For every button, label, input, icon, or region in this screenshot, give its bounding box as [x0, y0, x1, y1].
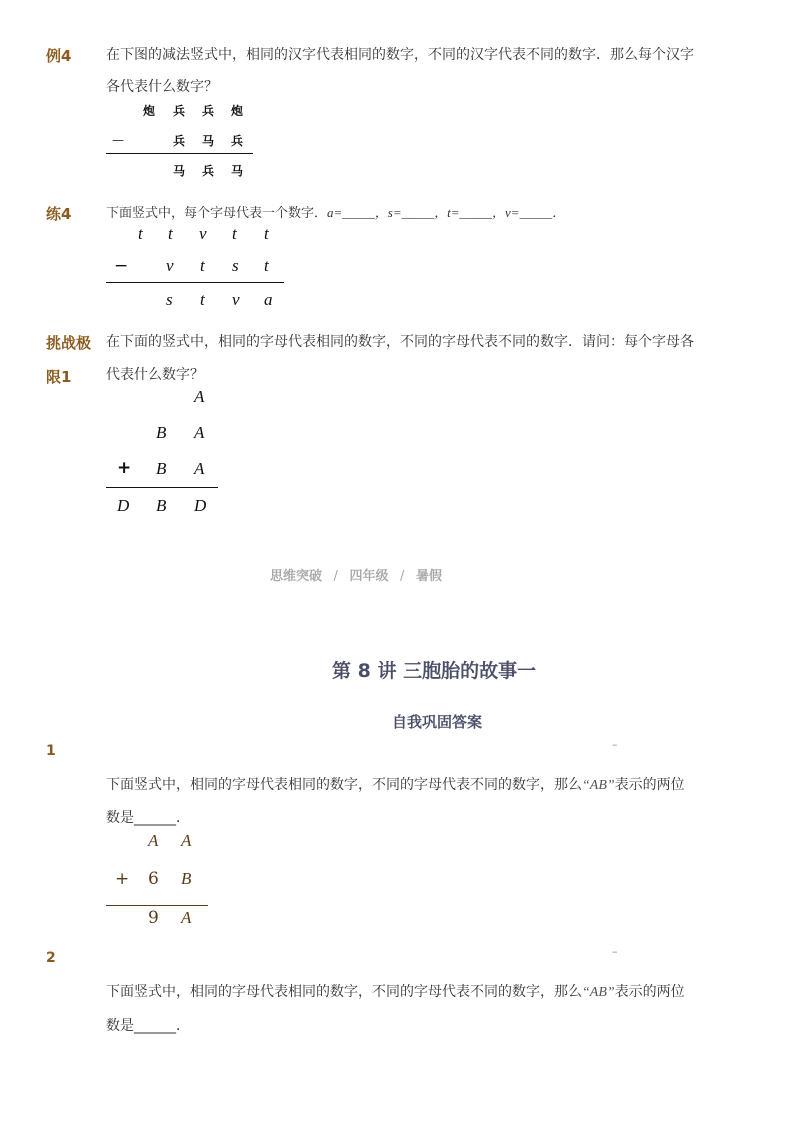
- question-2-text-line1: [106, 982, 685, 1003]
- minus-sign: —: [112, 133, 124, 147]
- answer-line: [106, 282, 284, 283]
- digit-letter: B: [181, 869, 192, 888]
- practice-4-text: [106, 203, 565, 224]
- digit-letter: v: [166, 256, 174, 275]
- challenge-1-text-line1: 在下面的竖式中，相同的字母代表相同的数字，不同的字母代表不同的数字．请问：每个字母各: [106, 334, 694, 350]
- digit-letter: A: [148, 831, 159, 850]
- challenge-1-label-line2: 限1: [46, 368, 72, 386]
- footer-term: 暑假: [415, 569, 442, 584]
- question-1-text-b: 表示的两位: [614, 777, 685, 793]
- blank-a: a=_____，: [327, 205, 388, 220]
- digit-letter: A: [181, 831, 192, 850]
- digit-letter: D: [194, 496, 207, 515]
- answer-line: [106, 153, 253, 154]
- digit-letter: A: [194, 459, 205, 478]
- digit-letter: t: [138, 224, 143, 243]
- practice-4-label: 练4: [46, 205, 72, 223]
- question-2-dash: –: [612, 945, 618, 958]
- blank-s: s=_____，: [387, 205, 448, 220]
- digit-letter: t: [200, 256, 205, 275]
- digit-letter: A: [194, 387, 205, 406]
- practice-4-question: 下面竖式中，每个字母代表一个数字．: [106, 206, 328, 221]
- answer-line: [106, 487, 218, 488]
- lecture-title: 第 8 讲 三胞胎的故事一: [332, 660, 537, 682]
- lecture-subtitle: 自我巩固答案: [392, 713, 483, 731]
- digit-letter: s: [166, 290, 173, 309]
- digit-letter: B: [156, 459, 167, 478]
- footer-separator: /: [333, 569, 338, 584]
- question-1-quote: “AB”: [582, 778, 615, 793]
- digit-letter: a: [264, 290, 273, 309]
- question-1-text-line2: 数是______．: [106, 810, 190, 826]
- question-2-number: 2: [46, 950, 56, 966]
- digit-letter: t: [264, 224, 269, 243]
- digit-char: 炮: [231, 104, 244, 118]
- answer-line: [106, 905, 208, 906]
- challenge-1-label-line1: 挑战极: [46, 334, 92, 352]
- digit-letter: t: [168, 224, 173, 243]
- question-1-text-a: 下面竖式中，相同的字母代表相同的数字，不同的字母代表不同的数字，那么: [106, 777, 582, 793]
- digit-char: 兵: [173, 104, 186, 118]
- digit: 9: [148, 908, 159, 928]
- digit-letter: v: [199, 224, 207, 243]
- question-1-dash: –: [612, 738, 618, 751]
- digit-letter: B: [156, 496, 167, 515]
- challenge-1-text-line2: 代表什么数字？: [106, 367, 204, 383]
- digit-letter: v: [232, 290, 240, 309]
- digit-char: 兵: [173, 134, 186, 148]
- digit-char: 兵: [202, 104, 215, 118]
- question-1-text-line1: [106, 775, 685, 796]
- example-4-label: 例4: [46, 47, 72, 65]
- digit-letter: B: [156, 423, 167, 442]
- footer-book: 思维突破: [270, 569, 323, 584]
- plus-sign: +: [117, 458, 132, 478]
- example-4-text-line1: 在下图的减法竖式中，相同的汉字代表相同的数字，不同的汉字代表不同的数字．那么每个汉字: [106, 47, 694, 63]
- blank-t: t=_____，: [447, 205, 506, 220]
- example-4-text-line2: 各代表什么数字？: [106, 79, 218, 95]
- digit-char: 炮: [143, 104, 156, 118]
- question-2-text-a: 下面竖式中，相同的字母代表相同的数字，不同的字母代表不同的数字，那么: [106, 984, 582, 1000]
- question-2-text-line2: 数是______．: [106, 1018, 190, 1034]
- blank-v: v=_____．: [505, 205, 566, 220]
- minus-sign: −: [114, 256, 129, 276]
- footer-separator: /: [400, 569, 405, 584]
- digit-char: 兵: [231, 134, 244, 148]
- question-1-number: 1: [46, 743, 56, 759]
- digit-letter: s: [232, 256, 239, 275]
- digit-letter: A: [194, 423, 205, 442]
- digit-char: 马: [173, 164, 186, 178]
- plus-sign: +: [115, 869, 130, 889]
- digit-letter: t: [264, 256, 269, 275]
- question-2-text-b: 表示的两位: [614, 984, 685, 1000]
- digit-char: 马: [202, 134, 215, 148]
- digit-char: 马: [231, 164, 244, 178]
- digit-letter: D: [117, 496, 130, 515]
- digit-letter: t: [232, 224, 237, 243]
- digit-letter: A: [181, 908, 192, 927]
- page-footer: [270, 565, 442, 584]
- digit-char: 兵: [202, 164, 215, 178]
- footer-grade: 四年级: [349, 569, 389, 584]
- digit-letter: t: [200, 290, 205, 309]
- digit: 6: [148, 869, 159, 889]
- question-2-quote: “AB”: [582, 985, 615, 1000]
